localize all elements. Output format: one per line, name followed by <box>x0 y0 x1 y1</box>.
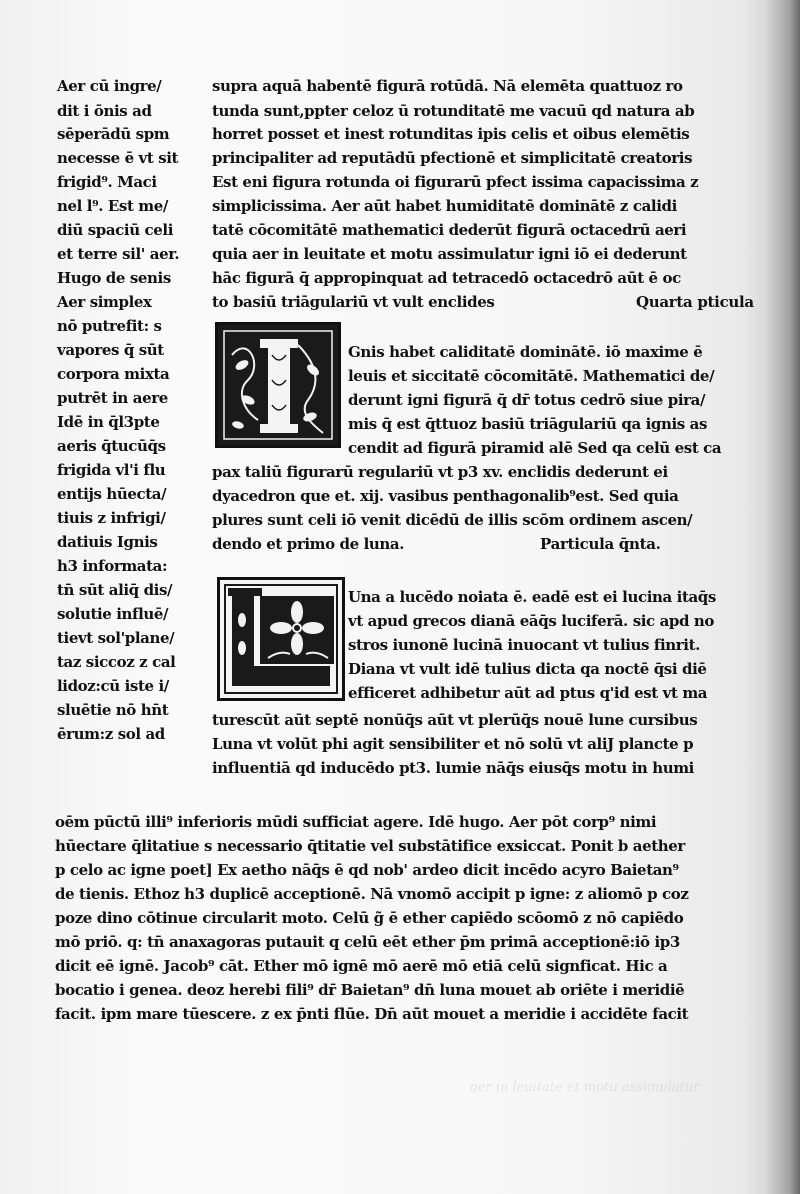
ignis-line: derunt igni figurā q̄ dr̄ totus cedrō siue pira/ <box>348 391 706 409</box>
side-line: diū spaciū celi <box>57 221 173 239</box>
side-line: putrēt in aere <box>57 389 168 407</box>
full-line: mō priō. q: tn̄ anaxagoras putauit q celū eēt ether p̄m primā acceptionē:iō ip3 <box>55 933 680 951</box>
side-line: sluētie nō hn̄t <box>57 701 169 719</box>
luna-line: vt apud grecos dianā eāq̄s luciferā. sic apd no <box>348 612 715 630</box>
side-line: dit i ōnis ad <box>57 102 152 120</box>
floral-initial-l-icon <box>220 580 342 698</box>
main-line: principaliter ad reputādū pfectionē et simplicitatē creatoris <box>212 149 693 167</box>
side-line: sēperādū spm <box>57 125 170 143</box>
side-line: ērum:z sol ad <box>57 725 165 743</box>
luna-line: efficeret adhibetur aūt ad ptus q'id est vt ma <box>348 684 708 702</box>
luna-line: stros iunonē lucinā inuocant vt tulius finrit. <box>348 636 700 654</box>
main-line: tatē cōcomitātē mathematici dederūt figurā octacedrū aeri <box>212 221 687 239</box>
side-line: h3 informata: <box>57 557 168 575</box>
main-line: horret posset et inest rotunditas ipis celis et oibus elemētis <box>212 125 690 143</box>
side-line: vapores q̄ sūt <box>57 341 164 359</box>
side-line: Aer simplex <box>57 293 152 311</box>
full-line: p celo ac igne poet] Ex aetho nāq̄s ē qd nob' ardeo dicit incēdo acyro Baietan⁹ <box>55 861 679 879</box>
luna-line: turescūt aūt septē nonūq̄s aūt vt plerūq̄s nouē lune cursibus <box>212 711 698 729</box>
side-line: corpora mixta <box>57 365 170 383</box>
side-line: tn̄ sūt aliq̄ dis/ <box>57 581 173 599</box>
decorated-initial-l <box>217 577 345 701</box>
main-line: tunda sunt,ppter celoz ū rotunditatē me vacuū qd natura ab <box>212 102 695 120</box>
ignis-line: leuis et siccitatē cōcomitātē. Mathematici de/ <box>348 367 715 385</box>
side-line: frigida vl'i flu <box>57 461 166 479</box>
side-line: lidoz:cū iste i/ <box>57 677 169 695</box>
luna-line: Diana vt vult idē tulius dicta qa noctē q̄si diē <box>348 660 707 678</box>
full-line: de tienis. Ethoz h3 duplicē acceptionē. Nā vnomō accipit p igne: z aliomō p coz <box>55 885 689 903</box>
ignis-line: mis q̄ est q̄ttuoz basiū triāgulariū qa ignis as <box>348 415 708 433</box>
side-line: solutie influē/ <box>57 605 169 623</box>
section-heading-quinta: Particula q̄nta. <box>540 535 661 553</box>
full-line: dicit eē ignē. Jacob⁹ cāt. Ether mō ignē mō aerē mō etiā celū signficat. Hic a <box>55 957 668 975</box>
side-line: taz siccoz z cal <box>57 653 176 671</box>
side-line: Hugo de senis <box>57 269 171 287</box>
side-line: tievt sol'plane/ <box>57 629 175 647</box>
floral-initial-i-icon <box>218 325 338 445</box>
side-line: frigid⁹. Maci <box>57 173 157 191</box>
main-line: hāc figurā q̄ appropinquat ad tetracedō octacedrō aūt ē oc <box>212 269 681 287</box>
full-line: bocatio i genea. deoz herebi fili⁹ dr̄ Baietan⁹ dn̄ luna mouet ab oriēte i meridiē <box>55 981 685 999</box>
side-line: Aer cū ingre/ <box>57 77 162 95</box>
full-line: oēm pūctū illi⁹ inferioris mūdi sufficiat agere. Idē hugo. Aer pōt corp⁹ nimi <box>55 813 657 831</box>
side-line: nel l⁹. Est me/ <box>57 197 169 215</box>
decorated-initial-i <box>215 322 341 448</box>
ignis-line: plures sunt celi iō venit dicēdū de illis scōm ordinem ascen/ <box>212 511 693 529</box>
side-line: Idē in q̄l3pte <box>57 413 160 431</box>
main-line: Est eni figura rotunda oi figurarū pfect issima capacissima z <box>212 173 699 191</box>
ignis-line: dendo et primo de luna. <box>212 535 405 553</box>
show-through-text: aer in leuitate et motu assimulatur <box>470 1080 700 1095</box>
side-line: tiuis z infrigi/ <box>57 509 166 527</box>
main-line: simplicissima. Aer aūt habet humiditatē dominātē z calidi <box>212 197 677 215</box>
side-line: necesse ē vt sit <box>57 149 179 167</box>
full-line: poze dino cōtinue circularit moto. Celū g̃ ē ether capiēdo scōomō z nō capiēdo <box>55 909 684 927</box>
full-line: hūectare q̄litatiue s necessario q̄titatie vel substātifice exsiccat. Ponit b aether <box>55 837 685 855</box>
ignis-line: Gnis habet caliditatē dominātē. iō maxime ē <box>348 343 703 361</box>
luna-line: influentiā qd inducēdo pt3. lumie nāq̄s eiusq̄s motu in humi <box>212 759 694 777</box>
ignis-line: dyacedron que et. xij. vasibus penthagonalib⁹est. Sed quia <box>212 487 679 505</box>
side-line: aeris q̄tucūq̄s <box>57 437 166 455</box>
luna-line: Una a lucēdo noiata ē. eadē est ei lucina itaq̄s <box>348 588 716 606</box>
side-line: et terre sil' aer. <box>57 245 180 263</box>
side-line: entijs hūecta/ <box>57 485 167 503</box>
full-line: facit. ipm mare tūescere. z ex p̄nti flūe. Dn̄ aūt mouet a meridie i accidēte facit <box>55 1005 689 1023</box>
ignis-line: cendit ad figurā piramid alē Sed qa celū est ca <box>348 439 722 457</box>
main-line: supra aquā habentē figurā rotūdā. Nā elemēta quattuoz ro <box>212 77 683 95</box>
ignis-line: pax taliū figurarū regulariū vt p3 xv. enclidis dederunt ei <box>212 463 668 481</box>
main-line: quia aer in leuitate et motu assimulatur igni iō ei dederunt <box>212 245 687 263</box>
side-line: nō putrefit: s <box>57 317 162 335</box>
main-line: to basiū triāgulariū vt vult enclides <box>212 293 495 311</box>
section-heading-quarta: Quarta pticula <box>636 293 754 311</box>
luna-line: Luna vt volūt phi agit sensibiliter et nō solū vt aliJ plancte p <box>212 735 694 753</box>
page-edge-shadow <box>766 0 800 1194</box>
side-line: datiuis Ignis <box>57 533 158 551</box>
